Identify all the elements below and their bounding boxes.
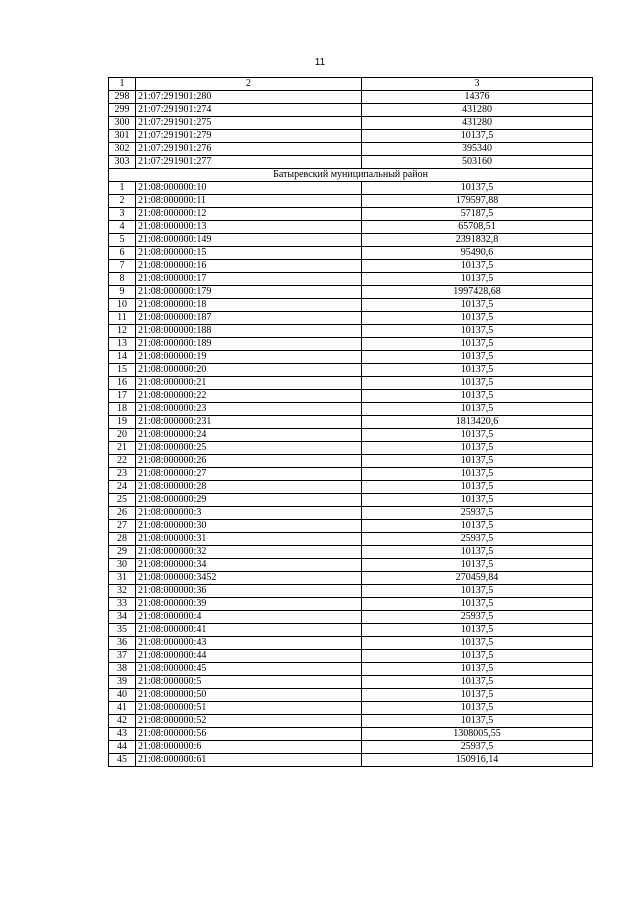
row-number-cell: 300 <box>109 117 136 130</box>
value-cell: 10137,5 <box>362 598 593 611</box>
table-row <box>109 208 593 221</box>
row-number-cell: 22 <box>109 455 136 468</box>
cadastral-number-cell: 21:08:000000:43 <box>136 637 362 650</box>
row-number-cell: 9 <box>109 286 136 299</box>
value-cell: 10137,5 <box>362 494 593 507</box>
row-number-cell: 31 <box>109 572 136 585</box>
value-cell: 10137,5 <box>362 585 593 598</box>
cadastral-number-cell: 21:08:000000:26 <box>136 455 362 468</box>
cadastral-number-cell: 21:08:000000:187 <box>136 312 362 325</box>
table-row <box>109 624 593 637</box>
row-number-cell: 30 <box>109 559 136 572</box>
row-number-cell: 16 <box>109 377 136 390</box>
value-cell: 14376 <box>362 91 593 104</box>
table-row <box>109 351 593 364</box>
cadastral-number-cell: 21:08:000000:188 <box>136 325 362 338</box>
row-number-cell: 29 <box>109 546 136 559</box>
value-cell: 10137,5 <box>362 390 593 403</box>
row-number-cell: 23 <box>109 468 136 481</box>
table-row <box>109 143 593 156</box>
cadastral-number-cell: 21:08:000000:31 <box>136 533 362 546</box>
table-row <box>109 702 593 715</box>
value-cell: 10137,5 <box>362 377 593 390</box>
row-number-cell: 10 <box>109 299 136 312</box>
table-row <box>109 403 593 416</box>
table-row <box>109 390 593 403</box>
cadastral-number-cell: 21:07:291901:279 <box>136 130 362 143</box>
row-number-cell: 44 <box>109 741 136 754</box>
value-cell: 57187,5 <box>362 208 593 221</box>
table-row <box>109 754 593 767</box>
row-number-cell: 6 <box>109 247 136 260</box>
value-cell: 25937,5 <box>362 741 593 754</box>
cadastral-number-cell: 21:07:291901:275 <box>136 117 362 130</box>
cadastral-number-cell: 21:08:000000:179 <box>136 286 362 299</box>
value-cell: 10137,5 <box>362 429 593 442</box>
row-number-cell: 4 <box>109 221 136 234</box>
table-row <box>109 338 593 351</box>
cadastral-number-cell: 21:08:000000:50 <box>136 689 362 702</box>
value-cell: 431280 <box>362 104 593 117</box>
table-row <box>109 247 593 260</box>
cadastral-number-cell: 21:08:000000:4 <box>136 611 362 624</box>
table-row <box>109 377 593 390</box>
cadastral-number-cell: 21:08:000000:28 <box>136 481 362 494</box>
table-row <box>109 364 593 377</box>
cadastral-number-cell: 21:08:000000:41 <box>136 624 362 637</box>
value-cell: 2391832,8 <box>362 234 593 247</box>
value-cell: 1997428,68 <box>362 286 593 299</box>
cadastral-number-cell: 21:08:000000:17 <box>136 273 362 286</box>
cadastral-number-cell: 21:08:000000:6 <box>136 741 362 754</box>
value-cell: 25937,5 <box>362 611 593 624</box>
value-cell: 10137,5 <box>362 650 593 663</box>
table-row <box>109 130 593 143</box>
row-number-cell: 8 <box>109 273 136 286</box>
cadastral-number-cell: 21:08:000000:18 <box>136 299 362 312</box>
row-number-cell: 32 <box>109 585 136 598</box>
cadastral-number-cell: 21:08:000000:56 <box>136 728 362 741</box>
table-row <box>109 325 593 338</box>
page-number: 11 <box>314 57 326 68</box>
cadastral-number-cell: 21:08:000000:34 <box>136 559 362 572</box>
table-row <box>109 663 593 676</box>
table-row <box>109 715 593 728</box>
value-cell: 25937,5 <box>362 533 593 546</box>
row-number-cell: 36 <box>109 637 136 650</box>
value-cell: 10137,5 <box>362 455 593 468</box>
value-cell: 503160 <box>362 156 593 169</box>
value-cell: 10137,5 <box>362 364 593 377</box>
section-title: Батыревский муниципальный район <box>109 169 593 182</box>
cadastral-number-cell: 21:07:291901:277 <box>136 156 362 169</box>
row-number-cell: 17 <box>109 390 136 403</box>
cadastral-number-cell: 21:08:000000:23 <box>136 403 362 416</box>
row-number-cell: 39 <box>109 676 136 689</box>
value-cell: 65708,51 <box>362 221 593 234</box>
cadastral-number-cell: 21:08:000000:11 <box>136 195 362 208</box>
row-number-cell: 45 <box>109 754 136 767</box>
table-row <box>109 468 593 481</box>
table-row <box>109 182 593 195</box>
table-row <box>109 104 593 117</box>
row-number-cell: 14 <box>109 351 136 364</box>
table-row <box>109 559 593 572</box>
row-number-cell: 12 <box>109 325 136 338</box>
value-cell: 10137,5 <box>362 663 593 676</box>
value-cell: 10137,5 <box>362 273 593 286</box>
cadastral-number-cell: 21:08:000000:189 <box>136 338 362 351</box>
value-cell: 10137,5 <box>362 351 593 364</box>
row-number-cell: 2 <box>109 195 136 208</box>
cadastral-number-cell: 21:07:291901:274 <box>136 104 362 117</box>
cadastral-number-cell: 21:08:000000:12 <box>136 208 362 221</box>
table-row <box>109 598 593 611</box>
cadastral-number-cell: 21:08:000000:45 <box>136 663 362 676</box>
cadastral-number-cell: 21:08:000000:16 <box>136 260 362 273</box>
row-number-cell: 25 <box>109 494 136 507</box>
value-cell: 1308005,55 <box>362 728 593 741</box>
cadastral-number-cell: 21:08:000000:61 <box>136 754 362 767</box>
header-col-2: 2 <box>136 78 362 91</box>
cadastral-table <box>108 77 593 767</box>
table-row <box>109 728 593 741</box>
cadastral-number-cell: 21:08:000000:27 <box>136 468 362 481</box>
row-number-cell: 20 <box>109 429 136 442</box>
section-row <box>109 169 593 182</box>
value-cell: 10137,5 <box>362 715 593 728</box>
table-row <box>109 416 593 429</box>
table-row <box>109 442 593 455</box>
table-row <box>109 650 593 663</box>
row-number-cell: 37 <box>109 650 136 663</box>
row-number-cell: 27 <box>109 520 136 533</box>
row-number-cell: 5 <box>109 234 136 247</box>
cadastral-number-cell: 21:08:000000:13 <box>136 221 362 234</box>
table-row <box>109 572 593 585</box>
value-cell: 10137,5 <box>362 130 593 143</box>
value-cell: 270459,84 <box>362 572 593 585</box>
cadastral-number-cell: 21:08:000000:21 <box>136 377 362 390</box>
cadastral-number-cell: 21:08:000000:39 <box>136 598 362 611</box>
value-cell: 10137,5 <box>362 260 593 273</box>
row-number-cell: 299 <box>109 104 136 117</box>
table-row <box>109 156 593 169</box>
row-number-cell: 43 <box>109 728 136 741</box>
table-row <box>109 741 593 754</box>
table-row <box>109 676 593 689</box>
cadastral-number-cell: 21:08:000000:15 <box>136 247 362 260</box>
value-cell: 25937,5 <box>362 507 593 520</box>
row-number-cell: 13 <box>109 338 136 351</box>
value-cell: 10137,5 <box>362 481 593 494</box>
table-row <box>109 507 593 520</box>
table-row <box>109 585 593 598</box>
cadastral-number-cell: 21:08:000000:5 <box>136 676 362 689</box>
cadastral-number-cell: 21:08:000000:30 <box>136 520 362 533</box>
row-number-cell: 303 <box>109 156 136 169</box>
cadastral-number-cell: 21:08:000000:3452 <box>136 572 362 585</box>
cadastral-number-cell: 21:08:000000:52 <box>136 715 362 728</box>
table-row <box>109 429 593 442</box>
table-row <box>109 689 593 702</box>
cadastral-number-cell: 21:08:000000:25 <box>136 442 362 455</box>
value-cell: 10137,5 <box>362 702 593 715</box>
value-cell: 10137,5 <box>362 325 593 338</box>
value-cell: 179597,88 <box>362 195 593 208</box>
row-number-cell: 40 <box>109 689 136 702</box>
row-number-cell: 18 <box>109 403 136 416</box>
value-cell: 10137,5 <box>362 689 593 702</box>
row-number-cell: 24 <box>109 481 136 494</box>
cadastral-number-cell: 21:08:000000:22 <box>136 390 362 403</box>
row-number-cell: 19 <box>109 416 136 429</box>
value-cell: 10137,5 <box>362 312 593 325</box>
value-cell: 10137,5 <box>362 442 593 455</box>
value-cell: 10137,5 <box>362 182 593 195</box>
value-cell: 10137,5 <box>362 338 593 351</box>
table-row <box>109 195 593 208</box>
row-number-cell: 15 <box>109 364 136 377</box>
row-number-cell: 11 <box>109 312 136 325</box>
row-number-cell: 38 <box>109 663 136 676</box>
row-number-cell: 35 <box>109 624 136 637</box>
cadastral-number-cell: 21:08:000000:19 <box>136 351 362 364</box>
table-row <box>109 286 593 299</box>
cadastral-number-cell: 21:08:000000:36 <box>136 585 362 598</box>
value-cell: 150916,14 <box>362 754 593 767</box>
value-cell: 10137,5 <box>362 520 593 533</box>
value-cell: 10137,5 <box>362 299 593 312</box>
header-col-1: 1 <box>109 78 136 91</box>
row-number-cell: 41 <box>109 702 136 715</box>
header-col-3: 3 <box>362 78 593 91</box>
row-number-cell: 26 <box>109 507 136 520</box>
row-number-cell: 1 <box>109 182 136 195</box>
table-row <box>109 533 593 546</box>
row-number-cell: 33 <box>109 598 136 611</box>
cadastral-number-cell: 21:07:291901:280 <box>136 91 362 104</box>
table-row <box>109 260 593 273</box>
cadastral-number-cell: 21:08:000000:10 <box>136 182 362 195</box>
cadastral-number-cell: 21:08:000000:24 <box>136 429 362 442</box>
table-row <box>109 520 593 533</box>
cadastral-number-cell: 21:08:000000:44 <box>136 650 362 663</box>
table-row <box>109 455 593 468</box>
cadastral-number-cell: 21:08:000000:149 <box>136 234 362 247</box>
table-row <box>109 299 593 312</box>
row-number-cell: 28 <box>109 533 136 546</box>
value-cell: 395340 <box>362 143 593 156</box>
table-row <box>109 221 593 234</box>
row-number-cell: 7 <box>109 260 136 273</box>
table-header-row <box>109 78 593 91</box>
value-cell: 10137,5 <box>362 624 593 637</box>
table-row <box>109 481 593 494</box>
cadastral-number-cell: 21:08:000000:29 <box>136 494 362 507</box>
cadastral-number-cell: 21:07:291901:276 <box>136 143 362 156</box>
table-body <box>109 78 593 767</box>
cadastral-number-cell: 21:08:000000:51 <box>136 702 362 715</box>
table-row <box>109 611 593 624</box>
cadastral-number-cell: 21:08:000000:20 <box>136 364 362 377</box>
row-number-cell: 42 <box>109 715 136 728</box>
row-number-cell: 21 <box>109 442 136 455</box>
value-cell: 95490,6 <box>362 247 593 260</box>
table-row <box>109 494 593 507</box>
row-number-cell: 3 <box>109 208 136 221</box>
table-row <box>109 546 593 559</box>
row-number-cell: 298 <box>109 91 136 104</box>
row-number-cell: 302 <box>109 143 136 156</box>
value-cell: 10137,5 <box>362 403 593 416</box>
table-row <box>109 117 593 130</box>
row-number-cell: 301 <box>109 130 136 143</box>
cadastral-number-cell: 21:08:000000:32 <box>136 546 362 559</box>
value-cell: 10137,5 <box>362 468 593 481</box>
table-row <box>109 91 593 104</box>
value-cell: 10137,5 <box>362 676 593 689</box>
value-cell: 10137,5 <box>362 559 593 572</box>
value-cell: 10137,5 <box>362 637 593 650</box>
table-row <box>109 273 593 286</box>
cadastral-number-cell: 21:08:000000:3 <box>136 507 362 520</box>
value-cell: 1813420,6 <box>362 416 593 429</box>
table-row <box>109 234 593 247</box>
table-row <box>109 637 593 650</box>
value-cell: 431280 <box>362 117 593 130</box>
cadastral-number-cell: 21:08:000000:231 <box>136 416 362 429</box>
row-number-cell: 34 <box>109 611 136 624</box>
value-cell: 10137,5 <box>362 546 593 559</box>
table-row <box>109 312 593 325</box>
